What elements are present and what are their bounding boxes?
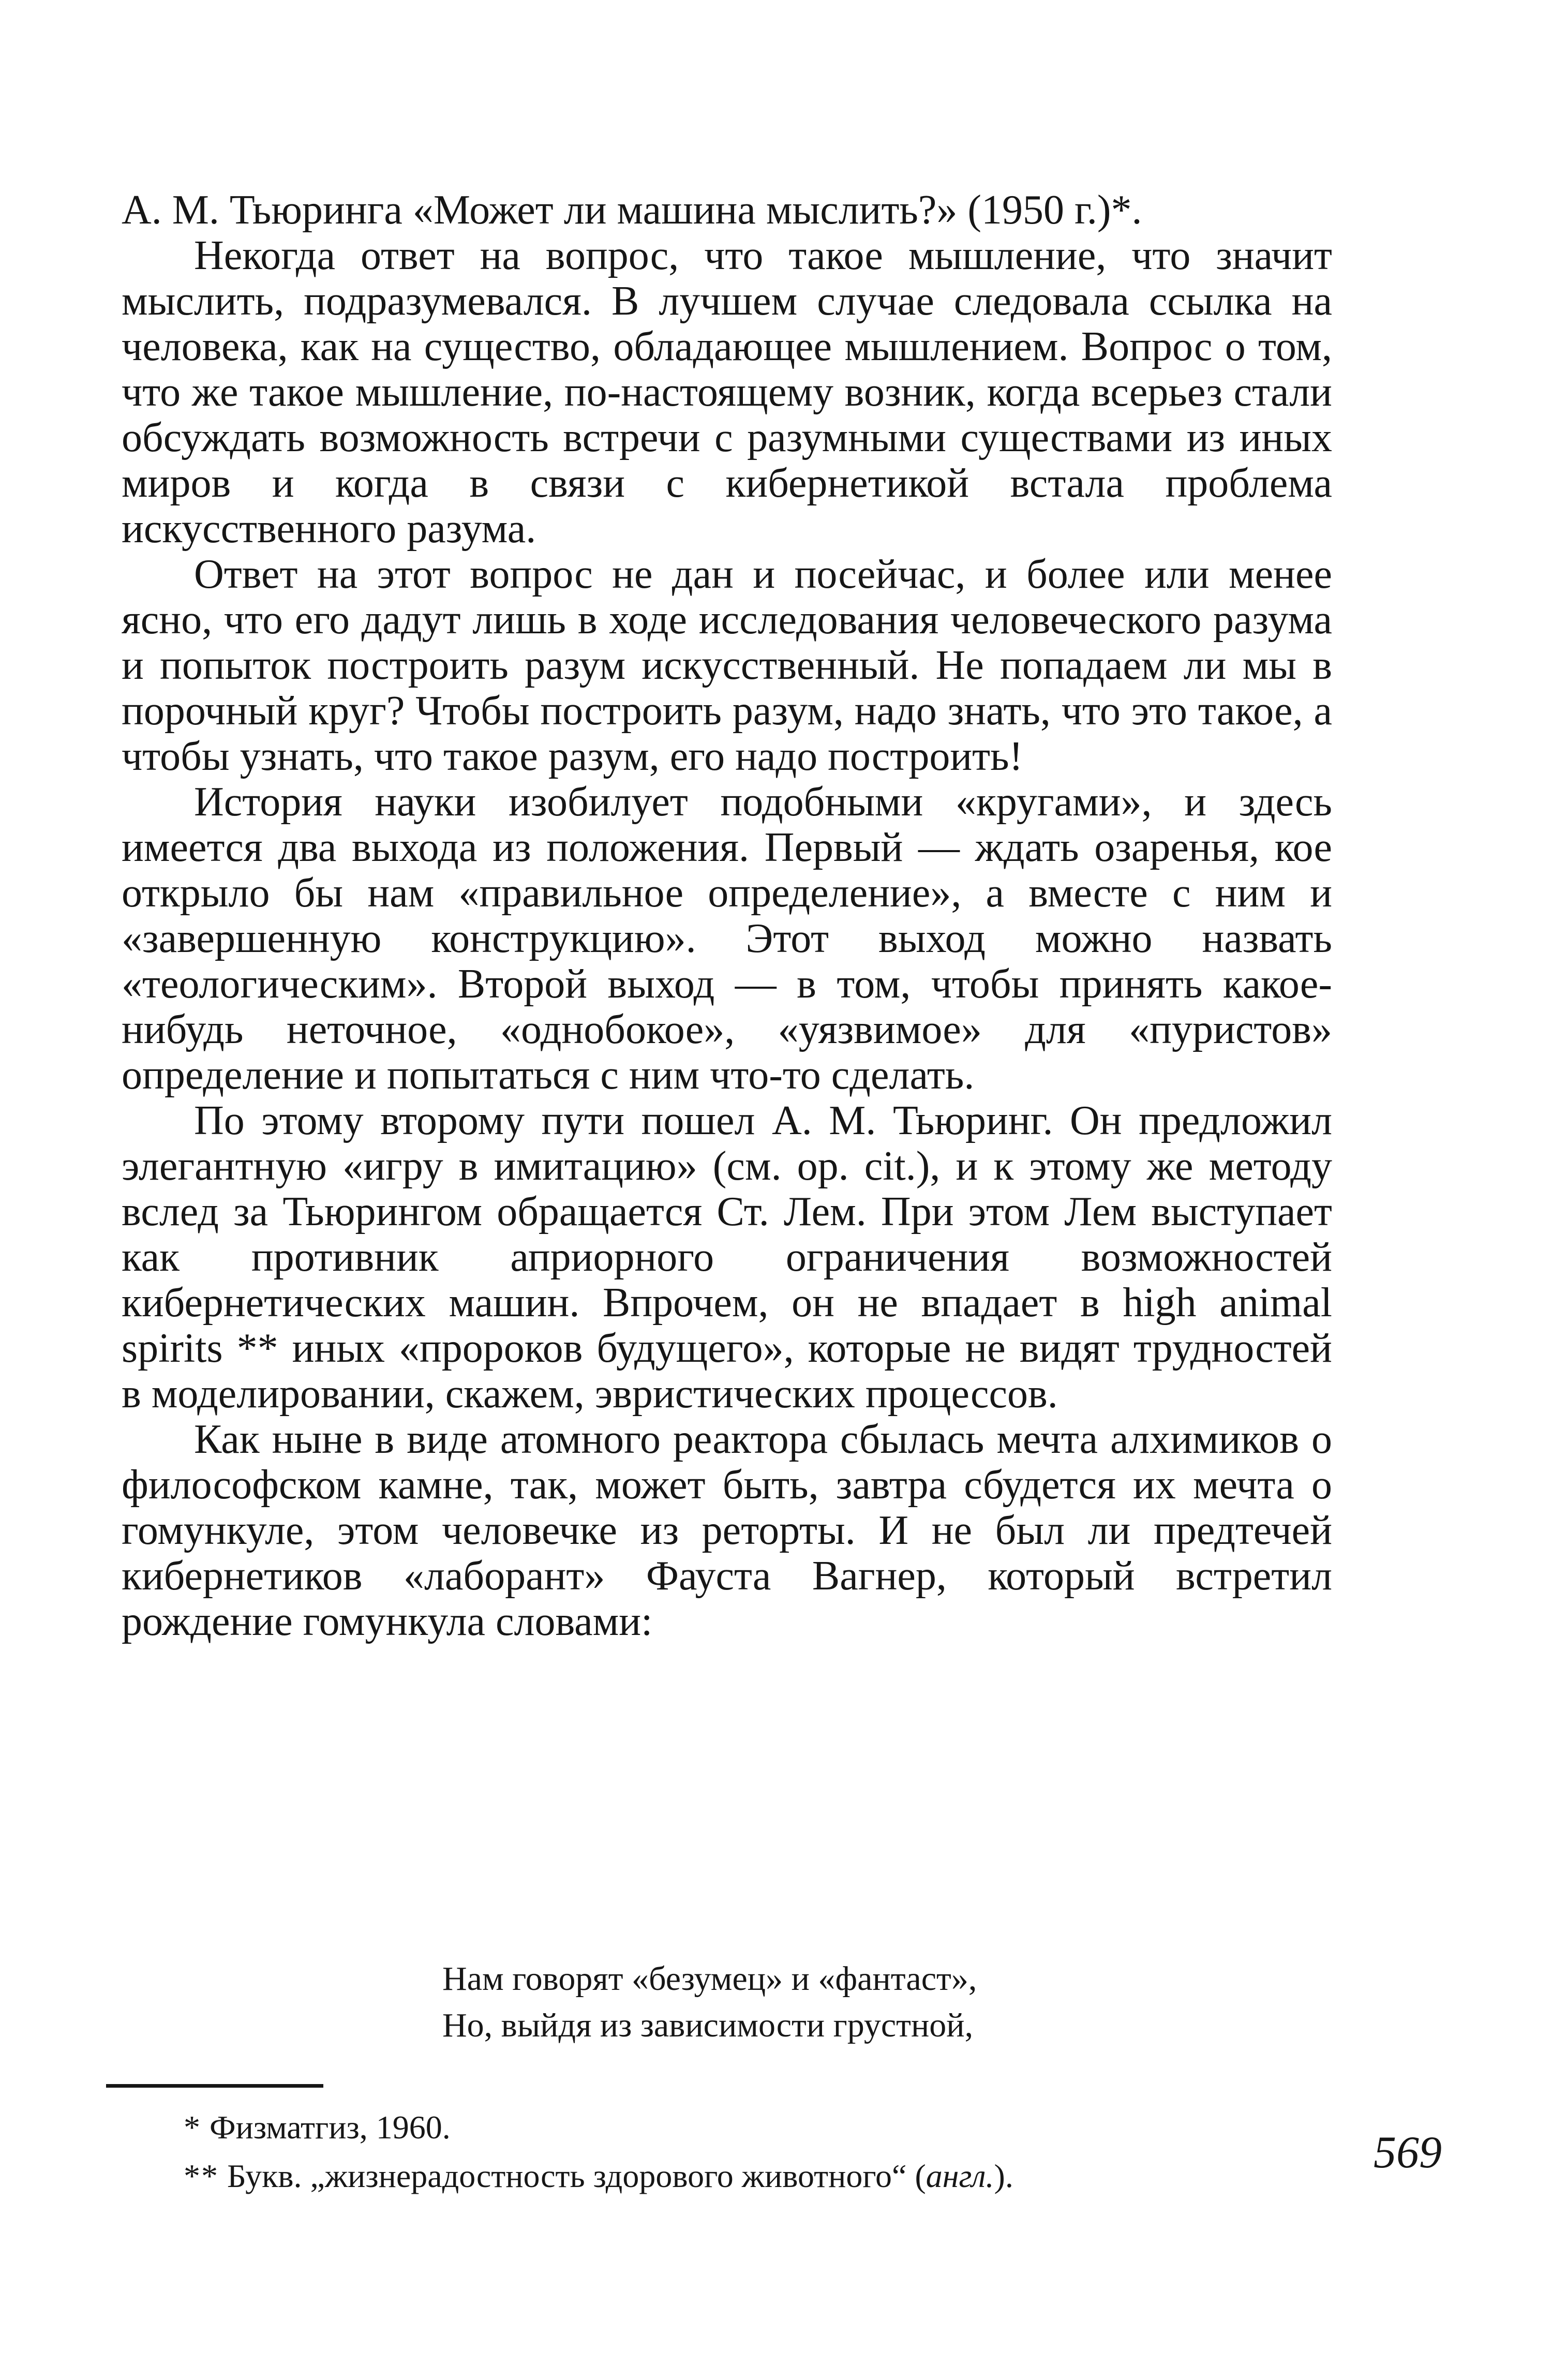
footnote-marker: ** [184,2158,219,2194]
footnote-divider [106,2084,323,2088]
paragraph: Некогда ответ на вопрос, что такое мышление, что значит мыслить, подразумевался. В лучшем случае следовала ссылка на человека, как на существо, обладающее мышлением. Вопрос о том, что же такое мышление, по-настоящему возник, когда всерьез стали обсуждать возможность встречи с разумными существами из иных миров и когда в связи с кибернетикой встала проблема искусственного разума. [122,233,1332,552]
footnote-text: Букв. „жизнерадостность здорового животного“ ( [227,2158,926,2194]
footnotes [184,2103,1322,2200]
paragraph-continued: А. М. Тьюринга «Может ли машина мыслить?» (1950 г.)*. [122,187,1142,233]
verse-quote [442,1956,1218,2049]
page-number: 569 [1374,2128,1442,2178]
footnote [184,2103,1322,2152]
paragraph: История науки изобилует подобными «кругами», и здесь имеется два выхода из положения. Первый — ждать озаренья, кое открыло бы нам «правильное определение», а вместе с ним и «завершенную конструкцию». Этот выход можно назвать «теологическим». Второй выход — в том, чтобы принять какое-нибудь неточное, «однобокое», «уязвимое» для «пуристов» определение и попытаться с ним что-то сделать. [122,779,1332,1098]
footnote-text: Физматгиз, 1960. [210,2109,451,2146]
paragraph: Как ныне в виде атомного реактора сбылась мечта алхимиков о философском камне, так, может быть, завтра сбудется их мечта о гомункуле, этом человечке из реторты. И не был ли предтечей кибернетиков «лаборант» Фауста Вагнер, который встретил рождение гомункула словами: [122,1417,1332,1644]
paragraph: По этому второму пути пошел А. М. Тьюринг. Он предложил элегантную «игру в имитацию» (см. op. cit.), и к этому же методу вслед за Тьюрингом обращается Ст. Лем. При этом Лем выступает как противник априорного ограничения возможностей кибернетических машин. Впрочем, он не впадает в high animal spirits ** иных «пророков будущего», которые не видят трудностей в моделировании, скажем, эвристических процессов. [122,1098,1332,1417]
footnote-tail: ). [994,2158,1013,2194]
footnote [184,2152,1322,2200]
footnote-marker: * [184,2109,201,2146]
verse-line: Нам говорят «безумец» и «фантаст», [442,1960,977,1998]
paragraph: Ответ на этот вопрос не дан и посейчас, и более или менее ясно, что его дадут лишь в ходе исследования человеческого разума и попыток построить разум искусственный. Не попадаем ли мы в порочный круг? Чтобы построить разум, надо знать, что это такое, а чтобы узнать, что такое разум, его надо построить! [122,552,1332,779]
footnote-language: англ. [926,2158,994,2194]
body-text [122,186,1332,1644]
verse-line: Но, выйдя из зависимости грустной, [442,2006,974,2044]
